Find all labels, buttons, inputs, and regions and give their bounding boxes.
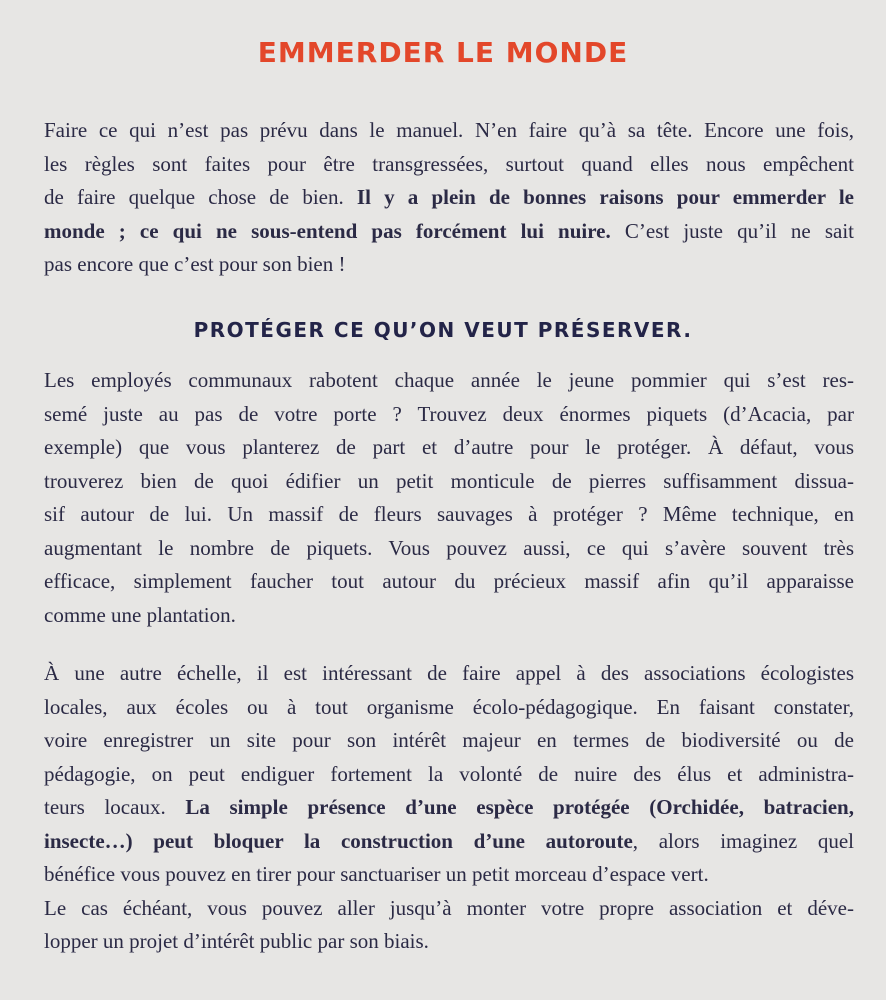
- text-run: sif autour de lui. Un massif de fleurs sauvages à protéger ? Même technique, en: [44, 502, 854, 526]
- paragraph-proteger-1: [44, 364, 854, 632]
- text-line: [44, 181, 854, 215]
- text-run: pédagogie, on peut endiguer fortement la volonté de nuire des élus et administra-: [44, 761, 854, 786]
- text-line: [44, 398, 854, 432]
- text-run: exemple) que vous planterez de part et d’autre pour le protéger. À défaut, vous: [44, 435, 854, 459]
- text-line: [44, 431, 854, 465]
- text-line: [44, 758, 854, 792]
- text-run: C’est juste qu’il ne sait: [610, 218, 854, 243]
- text-line: [44, 465, 854, 499]
- bold-text: insecte…) peut bloquer la construction d’une autoroute: [44, 828, 633, 853]
- text-run: trouverez bien de quoi édifier un petit monticule de pierres suffisamment dissua-: [44, 468, 854, 493]
- text-line: [44, 858, 854, 892]
- text-run: teurs locaux.: [44, 795, 186, 819]
- text-line: [44, 364, 854, 398]
- paragraph-emmerder: [44, 114, 854, 282]
- text-run: Les employés communaux rabotent chaque année le jeune pommier qui s’est res-: [44, 368, 854, 392]
- text-line: [44, 599, 854, 633]
- text-line: [44, 825, 854, 859]
- text-line: [44, 498, 854, 532]
- section-title-proteger: PROTÉGER CE QU’ON VEUT PRÉSERVER.: [193, 318, 693, 342]
- text-run: comme une plantation.: [44, 602, 236, 627]
- text-line: [44, 248, 854, 282]
- text-run: pas encore que c’est pour son bien !: [44, 252, 346, 276]
- text-run: locales, aux écoles ou à tout organisme écolo-pédagogique. En faisant constater,: [44, 694, 854, 719]
- text-line: [44, 565, 854, 599]
- text-run: lopper un projet d’intérêt public par son biais.: [44, 929, 429, 953]
- text-line: [44, 148, 854, 182]
- text-run: efficace, simplement faucher tout autour du précieux massif afin qu’il apparaisse: [44, 569, 854, 593]
- bold-text: Il y a plein de bonnes raisons pour emmerder le: [356, 185, 854, 209]
- bold-text: La simple présence d’une espèce protégée (Orchidée, batracien,: [185, 795, 854, 819]
- text-run: semé juste au pas de votre porte ? Trouvez deux énormes piquets (d’Acacia, par: [44, 401, 854, 426]
- text-run: augmentant le nombre de piquets. Vous pouvez aussi, ce qui s’avère souvent très: [44, 535, 854, 560]
- text-run: À une autre échelle, il est intéressant de faire appel à des associations écologistes: [44, 661, 854, 685]
- text-run: de faire quelque chose de bien.: [44, 185, 357, 209]
- text-line: [44, 114, 854, 148]
- bold-text: monde ; ce qui ne sous-entend pas forcément lui nuire.: [44, 218, 611, 243]
- text-line: [44, 724, 854, 758]
- text-line: [44, 925, 854, 959]
- text-line: [44, 892, 854, 926]
- text-run: voire enregistrer un site pour son intérêt majeur en termes de biodiversité ou de: [44, 728, 854, 752]
- text-line: [44, 791, 854, 825]
- text-run: Faire ce qui n’est pas prévu dans le manuel. N’en faire qu’à sa tête. Encore une fois,: [44, 118, 854, 142]
- text-run: les règles sont faites pour être transgressées, surtout quand elles nous empêchent: [44, 151, 854, 176]
- text-line: [44, 532, 854, 566]
- text-run: Le cas échéant, vous pouvez aller jusqu’à monter votre propre association et déve-: [44, 895, 854, 920]
- text-line: [44, 657, 854, 691]
- text-line: [44, 215, 854, 249]
- text-run: , alors imaginez quel: [632, 828, 854, 853]
- text-run: bénéfice vous pouvez en tirer pour sanctuariser un petit morceau d’espace vert.: [44, 862, 709, 886]
- section-title-emmerder: EMMERDER LE MONDE: [257, 36, 629, 69]
- text-line: [44, 691, 854, 725]
- paragraph-proteger-2: [44, 657, 854, 959]
